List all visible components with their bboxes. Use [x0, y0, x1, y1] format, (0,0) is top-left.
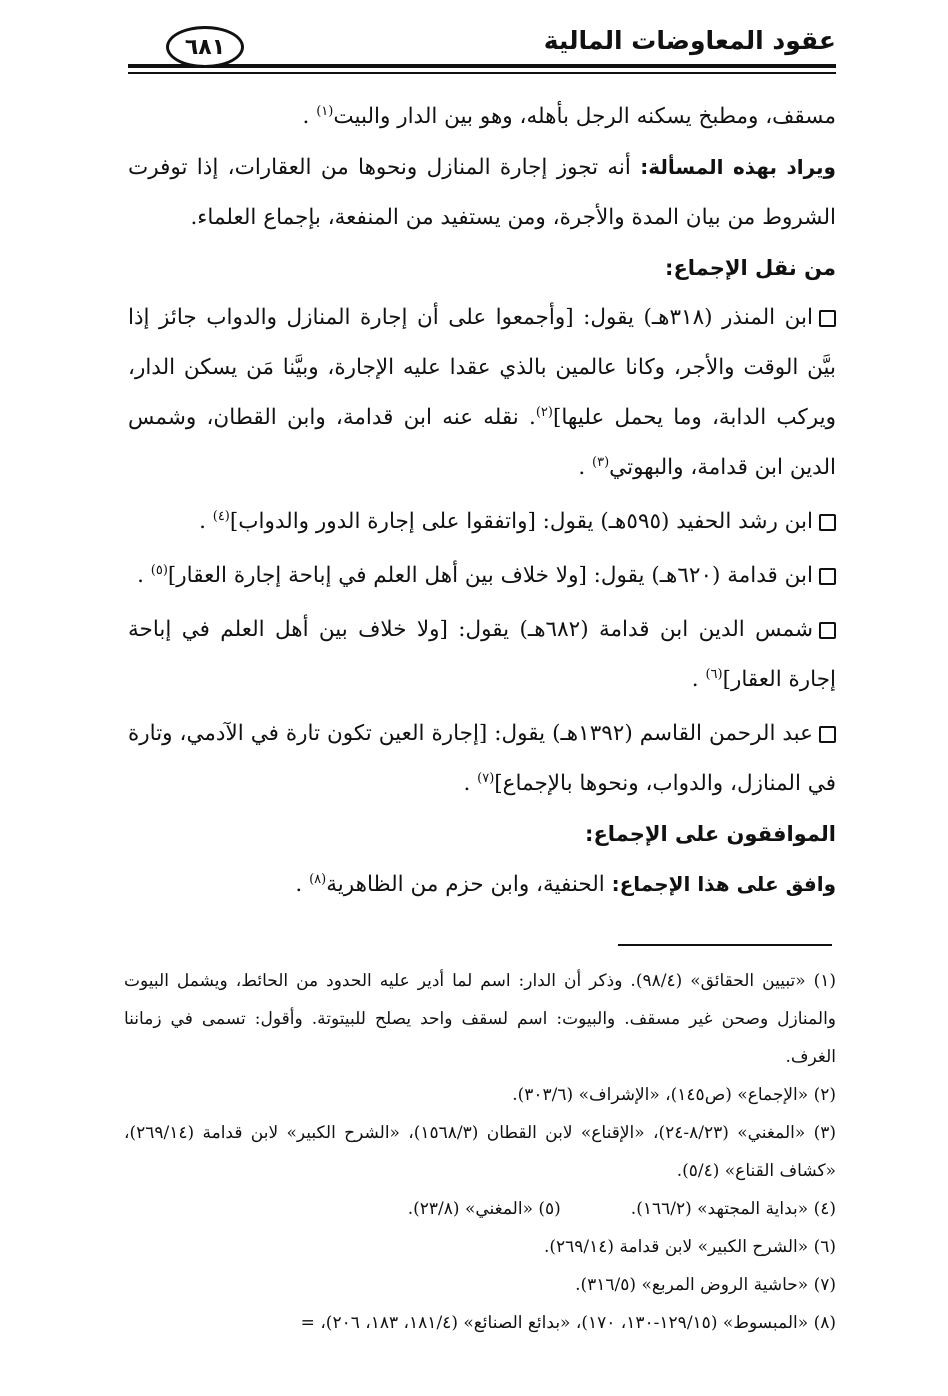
paragraph-lead: وافق على هذا الإجماع:: [611, 872, 836, 896]
quote-ibn-rushd: ابن رشد الحفيد (٥٩٥هـ) يقول: [واتفقوا على إجارة الدور والدواب]$^{(٤)}$ .: [128, 497, 836, 547]
footnotes: [124, 962, 836, 1342]
footnote-8: (٨) «المبسوط» (١٢٩/١٥-١٣٠، ١٧٠)، «بدائع الصنائع» (١٨١/٤، ١٨٣، ٢٠٦)، =: [300, 1313, 836, 1333]
footnote-ref: (٤): [212, 508, 230, 524]
header-rule-thin: [128, 72, 836, 74]
footnote-7: (٧) «حاشية الروض المربع» (٣١٦/٥).: [575, 1275, 836, 1295]
quote-alqasim: عبد الرحمن القاسم (١٣٩٢هـ) يقول: [إجارة العين تكون تارة في الآدمي، وتارة في المنازل، والدواب، ونحوها بالإجماع]$^{(٧)}$ .: [128, 721, 836, 796]
main-text: [128, 92, 836, 910]
footnote-ref: (٦): [705, 666, 723, 682]
header-rule-thick: [128, 64, 836, 68]
paragraph-lead: ويراد بهذه المسألة:: [640, 155, 836, 179]
footnote-separator: [618, 944, 832, 946]
paragraph-2: ويراد بهذه المسألة: أنه تجوز إجارة المنازل ونحوها من العقارات، إذا توفرت الشروط من بيان المدة والأجرة، ومن يستفيد من المنفعة، بإجماع العلماء.: [128, 155, 836, 230]
page-number: ٦٨١: [166, 26, 244, 68]
square-bullet-icon: [819, 568, 836, 585]
section-heading-agreeing: الموافقون على الإجماع:: [585, 822, 836, 846]
footnote-ref: (٢): [535, 404, 553, 420]
quote-ibn-qudamah: ابن قدامة (٦٢٠هـ) يقول: [ولا خلاف بين أهل العلم في إباحة إجارة العقار]$^{(٥)}$ .: [128, 551, 836, 601]
footnote-6: (٦) «الشرح الكبير» لابن قدامة (٢٦٩/١٤).: [543, 1237, 836, 1257]
square-bullet-icon: [819, 622, 836, 639]
page-header: [128, 22, 836, 74]
quote-shams-aldin: شمس الدين ابن قدامة (٦٨٢هـ) يقول: [ولا خلاف بين أهل العلم في إباحة إجارة العقار]$^{(٦)}$ .: [128, 617, 836, 692]
footnote-1: (١) «تبيين الحقائق» (٩٨/٤). وذكر أن الدار: اسم لما أدير عليه الحدود من الحائط، ويشمل البيوت والمنازل وصحن غير مسقف. والبيوت: اسم لسقف واحد يصلح للبيتوتة. وأقول: تسمى في زماننا الغرف.: [124, 971, 836, 1067]
footnote-4: (٤) «بداية المجتهد» (١٦٦/٢).: [630, 1199, 836, 1219]
paragraph-3: وافق على هذا الإجماع: الحنفية، وابن حزم من الظاهرية$^{(٨)}$ .: [295, 871, 836, 897]
footnote-ref: (٨): [309, 871, 327, 887]
footnote-3: (٣) «المغني» (٨/٢٣-٢٤)، «الإقناع» لابن القطان (١٥٦٨/٣)، «الشرح الكبير» لابن قدامة (٢٦٩/١٤)، «كشاف القناع» (٥/٤).: [124, 1123, 836, 1181]
footnote-ref: (٥): [150, 562, 168, 578]
square-bullet-icon: [819, 726, 836, 743]
square-bullet-icon: [819, 310, 836, 327]
section-heading-transmitters: من نقل الإجماع:: [665, 256, 836, 280]
quote-ibn-almundhir: ابن المنذر (٣١٨هـ) يقول: [وأجمعوا على أن إجارة المنازل والدواب جائز إذا بيَّن الوقت والأجر، وكانا عالمين بالذي عقدا عليه الإجارة، وبيَّنا مَن يسكن الدار، ويركب الدابة، وما يحمل عليها]$^{(٢)}$. نقله عنه ابن قدامة، وابن القطان، وشمس الدين ابن قدامة، والبهوتي$^{(٣)}$ .: [128, 305, 836, 480]
footnote-ref: (٣): [592, 454, 610, 470]
paragraph-1: مسقف، ومطبخ يسكنه الرجل بأهله، وهو بين الدار والبيت$^{(١)}$ .: [302, 103, 836, 129]
footnote-ref: (١): [316, 103, 334, 119]
running-title: عقود المعاوضات المالية: [543, 26, 836, 55]
square-bullet-icon: [819, 514, 836, 531]
footnote-pair: [124, 1190, 836, 1228]
footnote-2: (٢) «الإجماع» (ص١٤٥)، «الإشراف» (٣٠٣/٦).: [512, 1085, 836, 1105]
footnote-ref: (٧): [477, 770, 495, 786]
footnote-5: (٥) «المغني» (٢٣/٨).: [407, 1199, 561, 1219]
